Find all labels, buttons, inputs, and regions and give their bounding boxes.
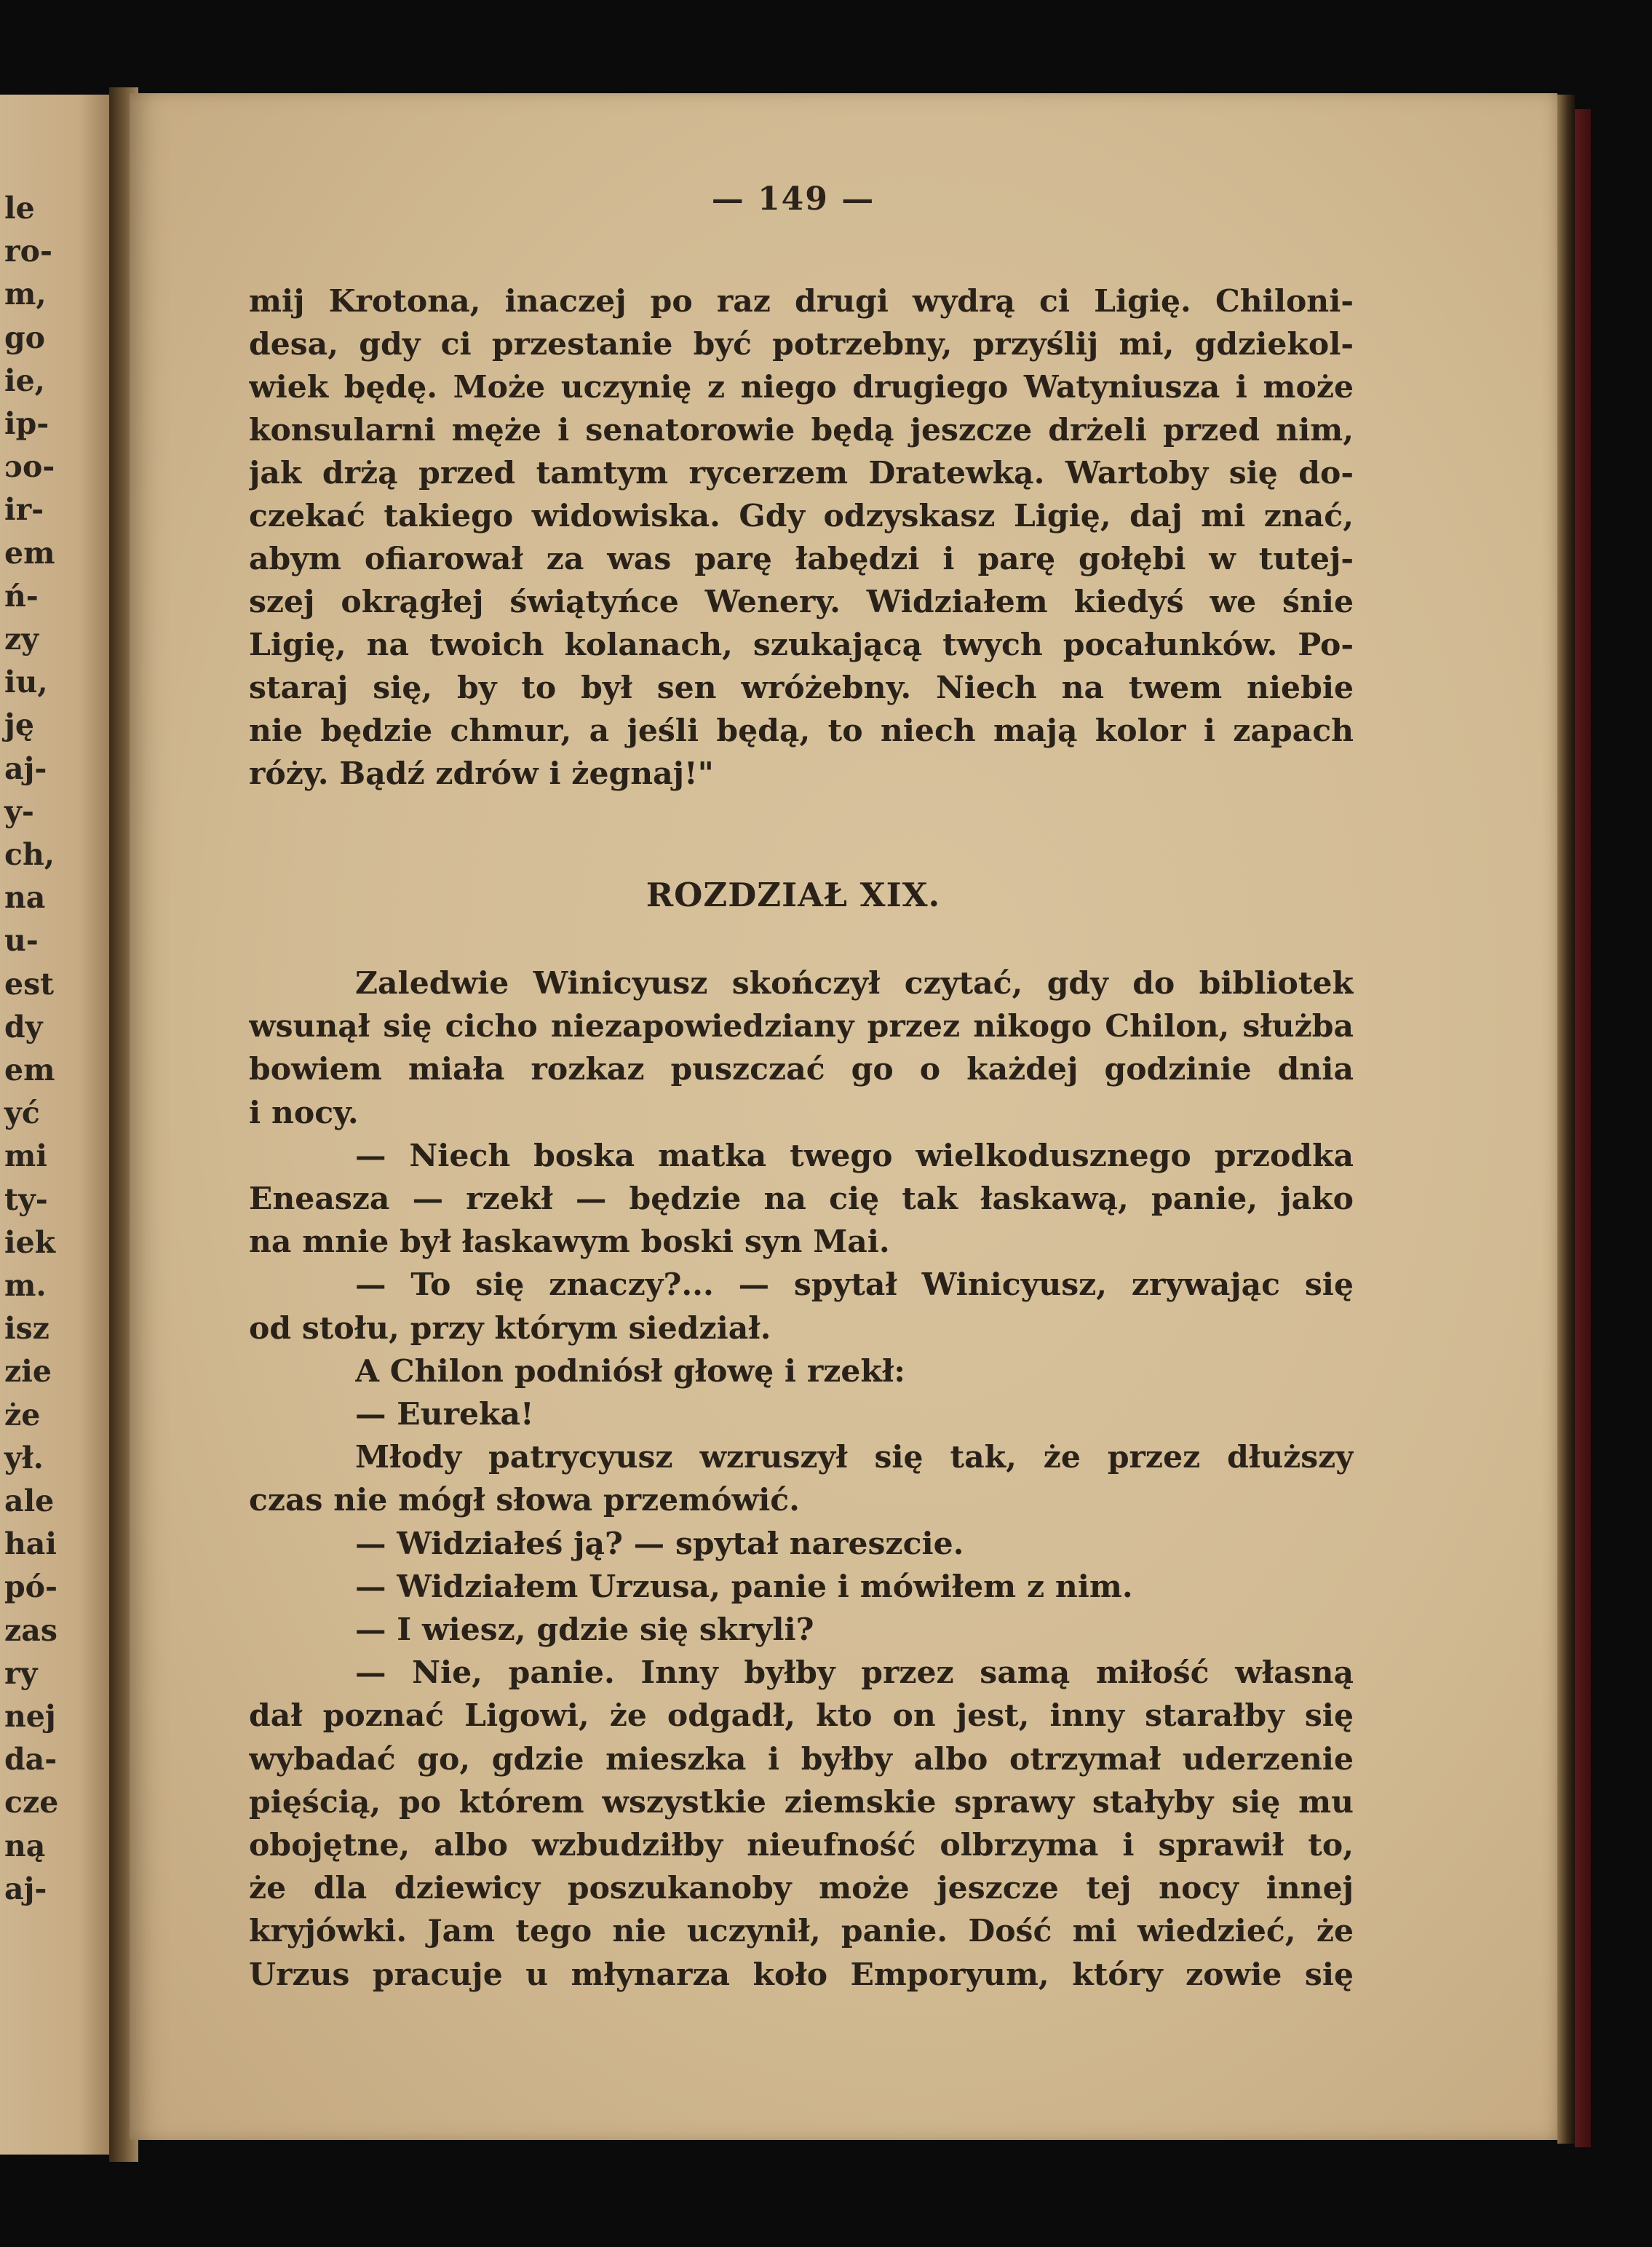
text-line: kryjówki. Jam tego nie uczynił, panie. Dość mi wiedzieć, że bbox=[249, 1913, 1354, 1950]
text-line: — Eureka! bbox=[355, 1396, 534, 1432]
text-line: — Widziałeś ją? — spytał nareszcie. bbox=[355, 1525, 964, 1562]
text-line: desa, gdy ci przestanie być potrzebny, przyślij mi, gdziekol- bbox=[249, 326, 1354, 362]
left-page-fragment: cze bbox=[4, 1785, 59, 1820]
text-line: dał poznać Ligowi, że odgadł, kto on jest, inny starałby się bbox=[249, 1697, 1354, 1735]
left-page-fragment: ch, bbox=[4, 837, 55, 872]
text-line: jak drżą przed tamtym rycerzem Dratewką. Wartoby się do- bbox=[249, 455, 1354, 491]
text-line: szej okrągłej świątyńce Wenery. Widziałem kiedyś we śnie bbox=[249, 584, 1354, 620]
text-line: bowiem miała rozkaz puszczać go o każdej godzinie dnia bbox=[249, 1051, 1354, 1088]
text-line: A Chilon podniósł głowę i rzekł: bbox=[355, 1352, 905, 1390]
left-page-fragment: ń- bbox=[4, 578, 39, 614]
left-page-fragment: iek bbox=[4, 1224, 56, 1260]
text-line: od stołu, przy którym siedział. bbox=[249, 1309, 771, 1347]
text-line: Młody patrycyusz wzruszył się tak, że przez dłuższy bbox=[355, 1439, 1354, 1476]
left-page-fragment: ɔo- bbox=[4, 449, 55, 485]
text-line: — Nie, panie. Inny byłby przez samą miłość własną bbox=[355, 1654, 1354, 1692]
text-line: wiek będę. Może uczynię z niego drugiego Watyniusza i może bbox=[249, 369, 1354, 405]
text-line: Ligię, na twoich kolanach, szukającą twych pocałunków. Po- bbox=[249, 627, 1354, 663]
left-page-fragment: zas bbox=[4, 1612, 57, 1648]
text-line: konsularni męże i senatorowie będą jeszcze drżeli przed nim, bbox=[249, 412, 1354, 448]
left-page-fragment: isz bbox=[4, 1311, 49, 1347]
left-page-fragment: ale bbox=[4, 1483, 55, 1518]
left-page-fragment: em bbox=[4, 1053, 55, 1087]
left-page-fragment: ry bbox=[4, 1655, 38, 1691]
left-page-fragment: zy bbox=[4, 622, 39, 657]
left-page-fragment: ję bbox=[4, 708, 34, 743]
left-page-fragment: zie bbox=[4, 1354, 52, 1390]
text-line: obojętne, albo wzbudziłby nieufność olbrzyma i sprawił to, bbox=[249, 1827, 1354, 1863]
text-line: czas nie mógł słowa przemówić. bbox=[249, 1482, 800, 1519]
text-line: abym ofiarował za was parę łabędzi i parę gołębi w tutej- bbox=[249, 541, 1354, 577]
text-line: nie będzie chmur, a jeśli będą, to niech mają kolor i zapach bbox=[249, 713, 1354, 749]
left-page-fragment: że bbox=[4, 1397, 41, 1432]
left-page-fragment: ip- bbox=[4, 406, 49, 441]
left-page-fragment: mi bbox=[4, 1138, 47, 1174]
left-page-fragment: na bbox=[4, 880, 46, 916]
text-line: na mnie był łaskawym boski syn Mai. bbox=[249, 1224, 890, 1261]
left-page-fragment: ir- bbox=[4, 492, 44, 528]
left-page-fragment: dy bbox=[4, 1009, 43, 1045]
left-page-fragment: m. bbox=[4, 1268, 47, 1303]
text-line: Zaledwie Winicyusz skończył czytać, gdy do bibliotek bbox=[355, 965, 1354, 1002]
text-line: Urzus pracuje u młynarza koło Emporyum, który zowie się bbox=[249, 1956, 1354, 1993]
left-page-fragment: ty- bbox=[4, 1181, 48, 1217]
text-line: mij Krotona, inaczej po raz drugi wydrą ci Ligię. Chiloni- bbox=[249, 283, 1354, 320]
text-line: — Niech boska matka twego wielkodusznego przodka bbox=[355, 1137, 1354, 1174]
text-line: wybadać go, gdzie mieszka i byłby albo otrzymał uderzenie bbox=[249, 1740, 1354, 1778]
text-line: pięścią, po którem wszystkie ziemskie sprawy stałyby się mu bbox=[249, 1783, 1354, 1820]
text-line: że dla dziewicy poszukanoby może jeszcze tej nocy innej bbox=[249, 1870, 1354, 1907]
text-line: — To się znaczy?... — spytał Winicyusz, zrywając się bbox=[355, 1267, 1354, 1304]
left-page-fragment: m, bbox=[4, 277, 47, 312]
left-page-fragment: yć bbox=[4, 1095, 40, 1131]
text-line: wsunął się cicho niezapowiedziany przez nikogo Chilon, służba bbox=[249, 1008, 1354, 1045]
left-page-fragment: ro- bbox=[4, 234, 52, 269]
text-line: Eneasza — rzekł — będzie na cię tak łaskawą, panie, jako bbox=[249, 1181, 1354, 1217]
left-page-fragment: u- bbox=[4, 923, 39, 959]
left-page-fragment: ną bbox=[4, 1828, 46, 1863]
text-line: — Widziałem Urzusa, panie i mówiłem z nim. bbox=[355, 1568, 1133, 1605]
text-line: i nocy. bbox=[249, 1094, 359, 1131]
left-page-fragment: ył. bbox=[4, 1440, 44, 1475]
left-page-fragment: go bbox=[4, 320, 46, 355]
left-page-fragment: em bbox=[4, 535, 55, 571]
chapter-title: ROZDZIAŁ XIX. bbox=[646, 876, 941, 914]
left-page-fragment: ie, bbox=[4, 362, 45, 398]
left-page-fragment: da- bbox=[4, 1742, 57, 1778]
text-line: czekać takiego widowiska. Gdy odzyskasz Ligię, daj mi znać, bbox=[249, 498, 1354, 534]
left-page-fragment: iu, bbox=[4, 665, 48, 700]
left-page-fragment: aj- bbox=[4, 750, 47, 786]
left-page-fragment: y- bbox=[4, 793, 34, 829]
left-page-fragment: aj- bbox=[4, 1871, 47, 1906]
left-page-fragment: le bbox=[4, 191, 35, 226]
book-cover-edge bbox=[1575, 109, 1591, 2147]
page-edge-shadow bbox=[1557, 95, 1575, 2144]
text-line: róży. Bądź zdrów i żegnaj!" bbox=[249, 756, 714, 792]
text-line: staraj się, by to był sen wróżebny. Niech na twem niebie bbox=[249, 670, 1354, 706]
page-number: — 149 — bbox=[711, 181, 875, 218]
left-page-fragment: hai bbox=[4, 1526, 57, 1562]
text-line: — I wiesz, gdzie się skryli? bbox=[355, 1612, 814, 1648]
left-page-fragment: nej bbox=[4, 1699, 56, 1734]
left-page-fragment: pó- bbox=[4, 1569, 58, 1605]
left-page-fragment: est bbox=[4, 966, 55, 1002]
